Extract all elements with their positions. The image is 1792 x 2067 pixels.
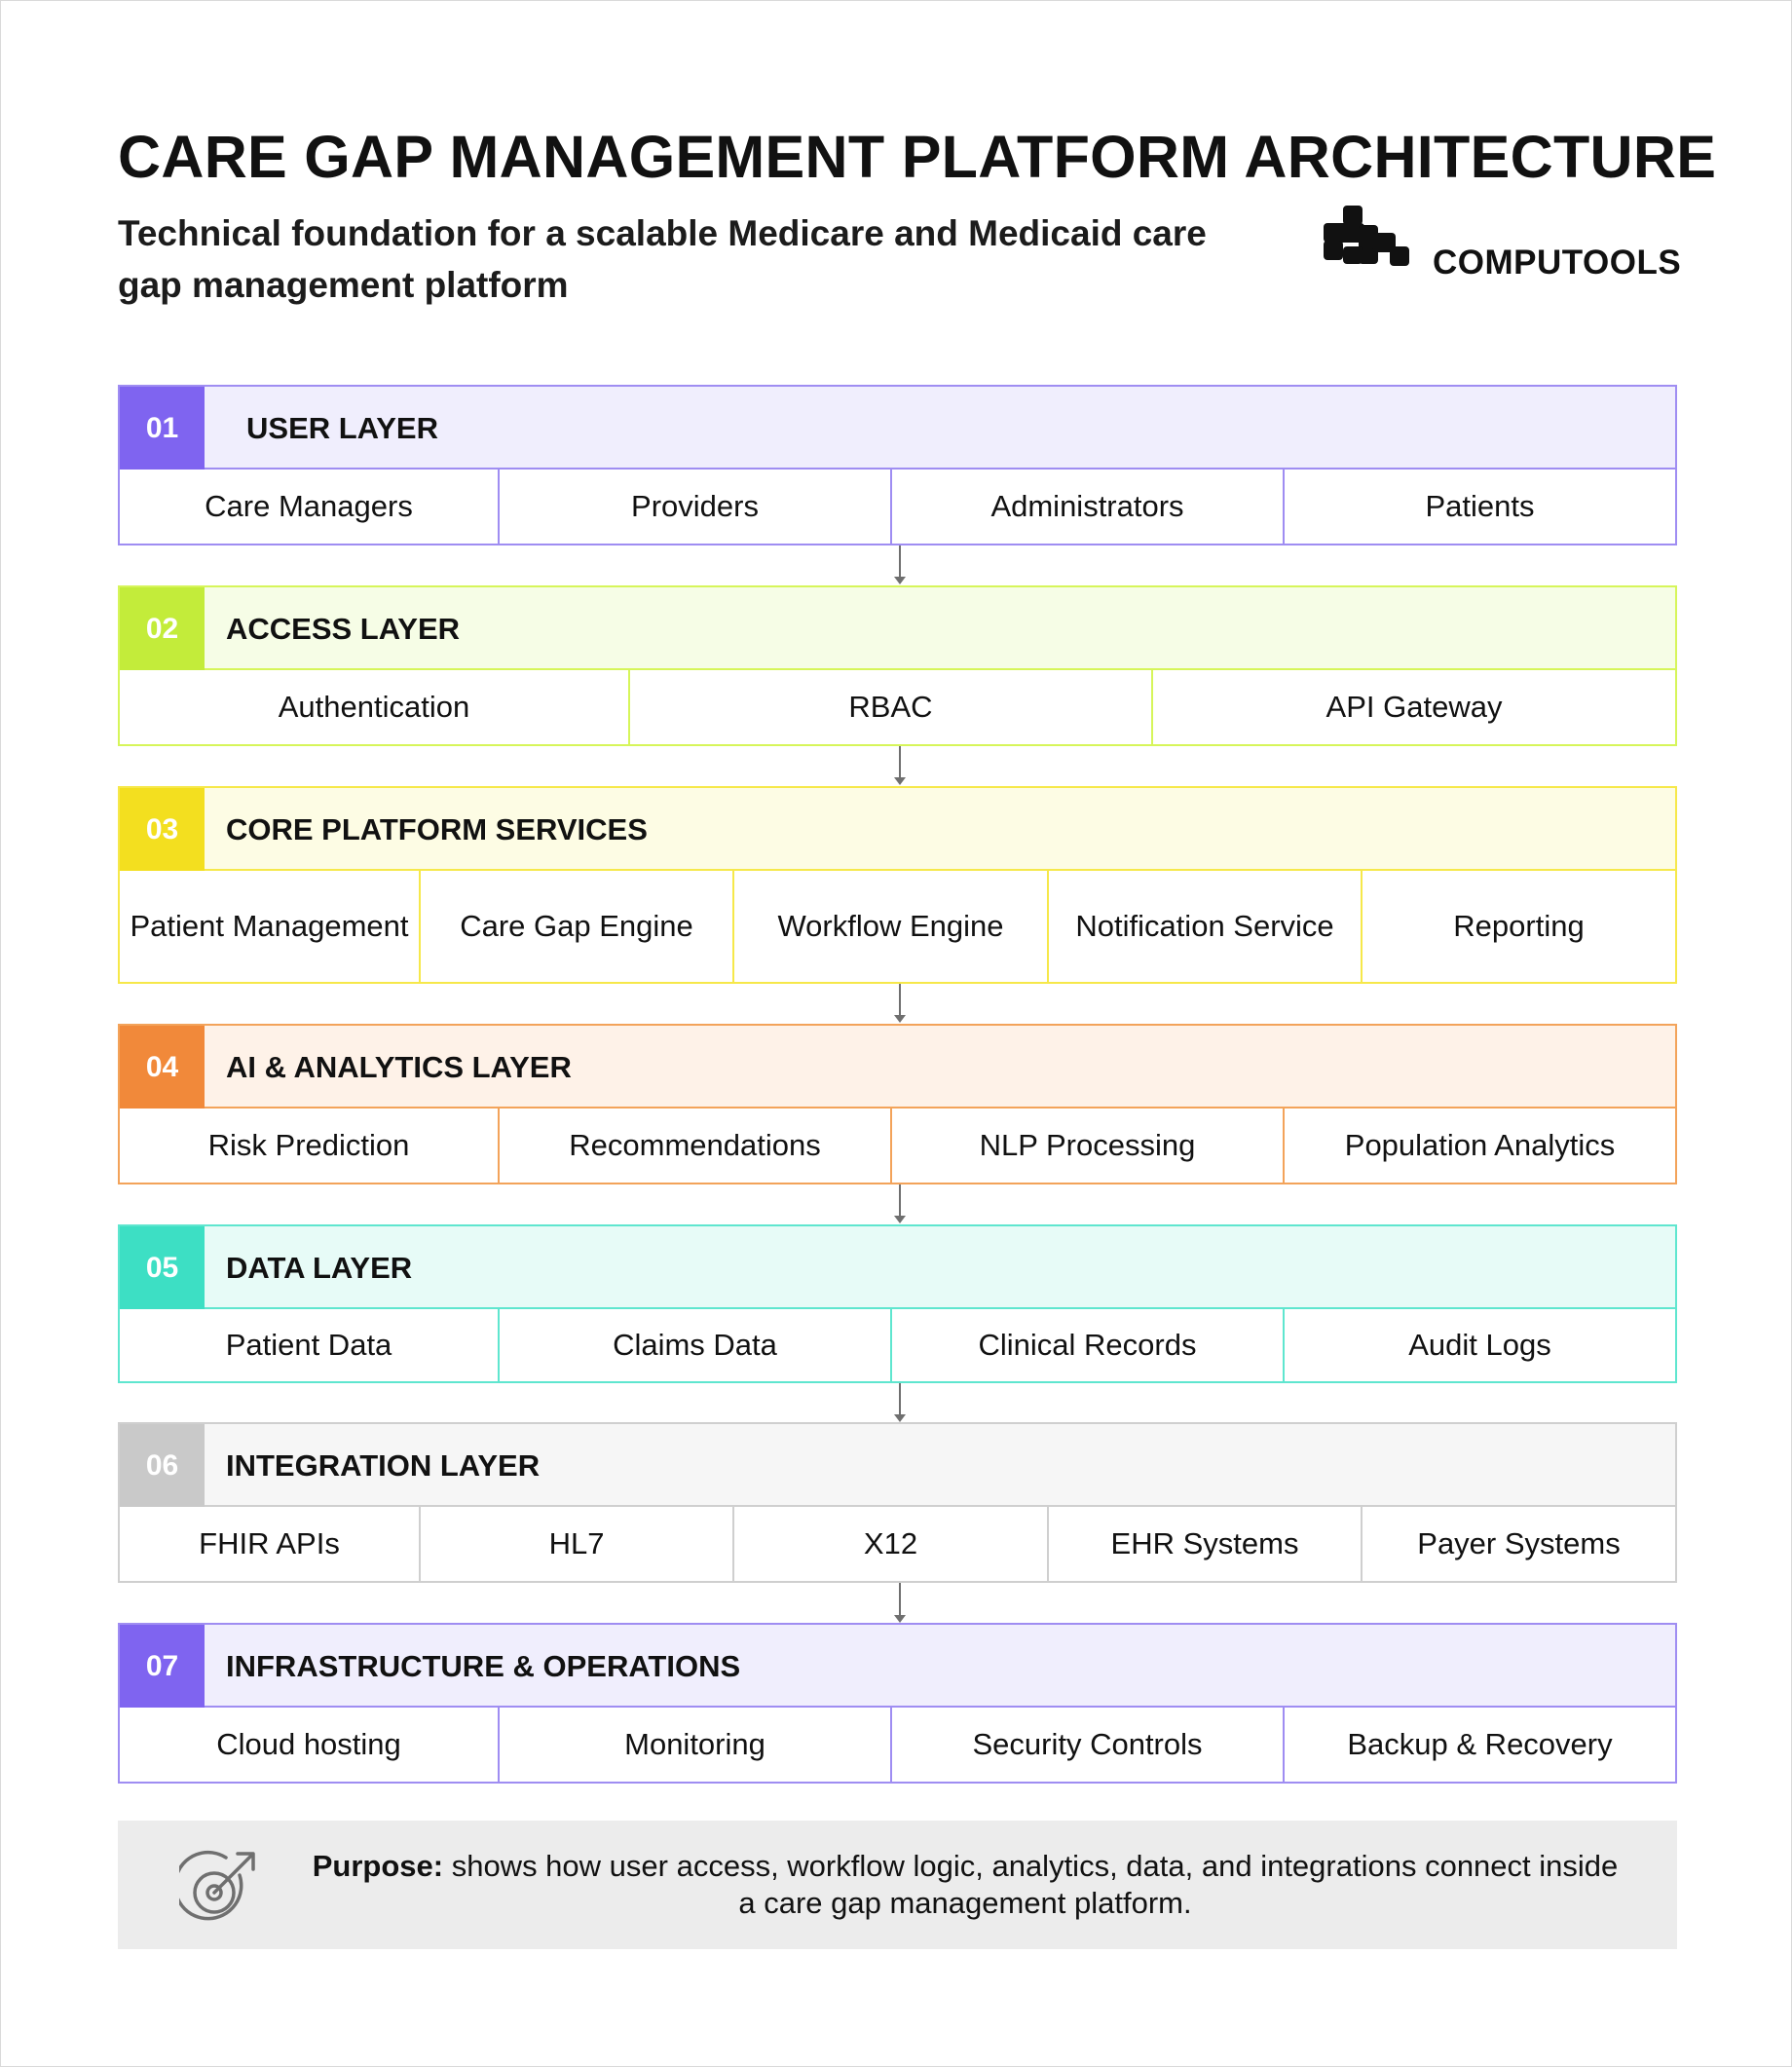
component-claims-data: Claims Data xyxy=(498,1309,890,1381)
layer-number: 07 xyxy=(120,1625,205,1708)
component-rbac: RBAC xyxy=(628,670,1151,744)
layer-title: DATA LAYER xyxy=(226,1250,413,1285)
component-reporting: Reporting xyxy=(1361,871,1675,982)
layer-title: INTEGRATION LAYER xyxy=(226,1447,541,1483)
layer-core-services xyxy=(118,786,1677,984)
layer-header xyxy=(120,1026,1675,1109)
component-monitoring: Monitoring xyxy=(498,1708,890,1782)
component-care-gap-engine: Care Gap Engine xyxy=(419,871,732,982)
flow-arrow xyxy=(894,1184,906,1223)
brand-name: COMPUTOOLS xyxy=(1433,244,1682,282)
computools-logo-icon xyxy=(1322,204,1415,278)
flow-arrow xyxy=(894,545,906,584)
layer-user xyxy=(118,385,1677,545)
component-providers: Providers xyxy=(498,470,890,544)
flow-arrow xyxy=(894,984,906,1023)
layer-title: AI & ANALYTICS LAYER xyxy=(226,1049,572,1084)
component-backup-recovery: Backup & Recovery xyxy=(1283,1708,1675,1782)
purpose-panel xyxy=(118,1821,1677,1949)
brand xyxy=(1322,204,1682,282)
layer-number: 05 xyxy=(120,1226,205,1309)
purpose-label: Purpose: xyxy=(312,1849,444,1883)
layer-header xyxy=(120,387,1675,470)
component-risk-prediction: Risk Prediction xyxy=(207,1128,410,1162)
layer-title: INFRASTRUCTURE & OPERATIONS xyxy=(226,1648,741,1683)
flow-arrow xyxy=(894,1583,906,1623)
layer-number: 01 xyxy=(120,387,205,470)
component-payer-systems: Payer Systems xyxy=(1361,1507,1675,1581)
component-recommendations: Recommendations xyxy=(498,1109,890,1183)
component-audit-logs: Audit Logs xyxy=(1283,1309,1675,1381)
flow-arrow xyxy=(894,1383,906,1422)
layer-number: 03 xyxy=(120,788,205,871)
component-api-gateway: API Gateway xyxy=(1151,670,1675,744)
layer-data xyxy=(118,1224,1677,1383)
component-population-analytics: Population Analytics xyxy=(1283,1109,1675,1183)
layer-title: ACCESS LAYER xyxy=(226,611,461,646)
component-hl7: HL7 xyxy=(419,1507,732,1581)
layer-number: 06 xyxy=(120,1424,205,1507)
component-security-controls: Security Controls xyxy=(890,1708,1283,1782)
component-ehr-systems: EHR Systems xyxy=(1047,1507,1361,1581)
component-patients: Patients xyxy=(1283,470,1675,544)
component-cloud-hosting: Cloud hosting xyxy=(216,1727,401,1761)
component-administrators: Administrators xyxy=(890,470,1283,544)
layer-header xyxy=(120,587,1675,670)
layer-title: CORE PLATFORM SERVICES xyxy=(226,811,648,846)
layer-number: 04 xyxy=(120,1026,205,1109)
layer-access xyxy=(118,585,1677,746)
component-nlp-processing: NLP Processing xyxy=(890,1109,1283,1183)
component-x12: X12 xyxy=(732,1507,1047,1581)
layer-title: USER LAYER xyxy=(246,410,438,445)
page-title: CARE GAP MANAGEMENT PLATFORM ARCHITECTURE xyxy=(118,124,1717,190)
component-workflow-engine: Workflow Engine xyxy=(732,871,1047,982)
component-fhir-apis: FHIR APIs xyxy=(199,1526,340,1560)
component-clinical-records: Clinical Records xyxy=(890,1309,1283,1381)
component-notification-service: Notification Service xyxy=(1047,871,1361,982)
layer-header xyxy=(120,1424,1675,1507)
component-authentication: Authentication xyxy=(278,690,470,724)
target-icon xyxy=(179,1846,261,1928)
layer-header xyxy=(120,1625,1675,1708)
layer-infrastructure xyxy=(118,1623,1677,1784)
flow-arrow xyxy=(894,746,906,785)
layer-header xyxy=(120,1226,1675,1309)
purpose-description: shows how user access, workflow logic, analytics, data, and integrations connect inside a care gap management platform. xyxy=(451,1849,1619,1920)
component-care-managers: Care Managers xyxy=(205,489,413,523)
layer-number: 02 xyxy=(120,587,205,670)
page-subtitle: Technical foundation for a scalable Medicare and Medicaid care gap management platform xyxy=(118,213,1207,305)
component-patient-data: Patient Data xyxy=(225,1328,392,1362)
layer-ai-analytics xyxy=(118,1024,1677,1184)
layer-integration xyxy=(118,1422,1677,1583)
component-patient-management: Patient Management xyxy=(130,909,409,943)
purpose-text xyxy=(303,1848,1627,1922)
layer-header xyxy=(120,788,1675,871)
